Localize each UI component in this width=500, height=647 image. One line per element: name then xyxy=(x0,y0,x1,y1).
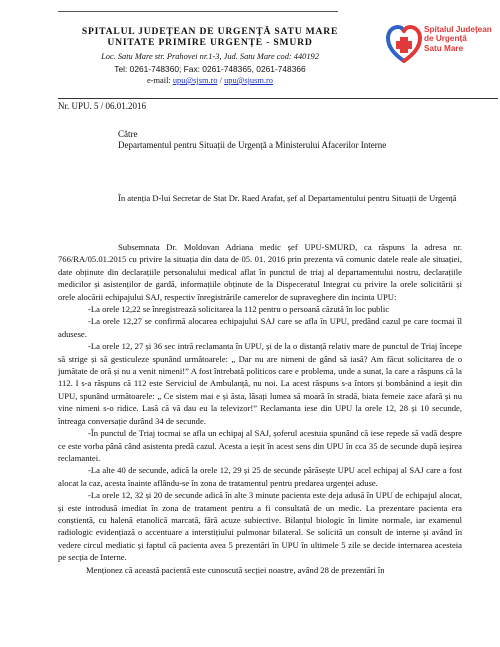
email-line xyxy=(40,75,380,87)
address: Loc. Satu Mare str. Prahovei nr.1-3, Jud. Satu Mare cod: 440192 xyxy=(101,52,319,61)
recipient-block xyxy=(118,129,386,151)
email-link-2[interactable]: upu@sjusm.ro xyxy=(224,76,273,85)
logo-text xyxy=(424,25,496,53)
phone-numbers: Tel: 0261-748360; Fax: 0261-748365, 0261-748366 xyxy=(114,64,306,74)
header-divider xyxy=(58,98,498,99)
header-top-rule xyxy=(58,11,338,12)
attention-line xyxy=(58,192,462,204)
hospital-logo xyxy=(386,24,496,66)
body-paragraph: -La orele 12, 32 și 20 de secunde adică în alte 3 minute pacienta este deja adusă în UPU de echipajul alocat, și este introdusă imediat în zona de tratament pentru a fi consultată de un medic. La prezentare pacienta era conștientă, cu halenă etanolică marcată, fără acuze subiective. Bilanțul biologic în limite normale, iar examenul radiologic evidențiază o accentuare a interstițiului pulmonar bilateral. Se solicită un consult de interne și având în vedere circul mediatic și faptul că pacienta avea 5 prezentări în UPU în ultimele 5 zile se decide internarea acesteia pe secția de Interne. xyxy=(58,490,462,563)
recipient-name: Departamentul pentru Situații de Urgență a Ministerului Afacerilor Interne xyxy=(118,140,387,150)
body-paragraph: Subsemnata Dr. Moldovan Adriana medic șef UPU-SMURD, ca răspuns la adresa nr. 766/RA/05.01.2015 cu privire la situația din data de 05. 01. 2016 prin prezenta vă comunic datele reale ale situației, date obținute din declarațiile personalului medical aflat în punctul de triaj al departamentului nostru, declarațiile medicilor și asistenților de gardă, informațiile obținute de la Dispeceratul Integrat cu privire la orele solicitării și orele alocării echipajului SAJ, respectiv înregistrările camerelor de supraveghere din incinta UPU: xyxy=(58,242,462,302)
hospital-name: SPITALUL JUDEȚEAN DE URGENȚĂ SATU MARE xyxy=(81,26,339,37)
logo-text-line-3: Satu Mare xyxy=(424,43,464,53)
attention-text: În atenția D-lui Secretar de Stat Dr. Raed Arafat, șef al Departamentului pentru Situații de Urgență xyxy=(118,193,457,203)
logo-text-line-1: Spitalul Județean xyxy=(424,25,492,34)
heart-cross-icon xyxy=(386,24,422,64)
recipient-label: Către xyxy=(118,129,138,139)
body-paragraph: -La orele 12, 27 și 36 sec intră reclamanta în UPU, și de la o distanță relativ mare de punctul de Triaj începe să strige și să gesticuleze spunând următoarele: „ Dar nu are nimeni de gând să iasă? Am făcut solicitarea de o jumătate de oră și nu a venit nimeni!” A fost întrebată politicos care e problema, unde a sunat, la care a răspuns că la 112. I s-a răspuns că 112 este Serviciul de Ambulanță, nu noi. La acest răspuns s-a întors și bombănind a ieșit din UPU, spunând următoarele: „ Ce sistem mai e și ăsta, lăsați lumea să moară în stradă, biata femeie zace afară și nu vine nimeni s-o ridice. Lasă că vă dau eu la televizor!” Reclamanta iese din UPU la orele 12, 28 și 10 secunde, întreaga conversație durând 34 de secunde. xyxy=(58,341,462,426)
letterhead xyxy=(40,26,380,87)
body-paragraph: -La alte 40 de secunde, adică la orele 12, 29 și 25 de secunde părăsește UPU acel echipaj al SAJ care a fost alocat la caz, acesta înainte aflându-se în zona de tratamentul pentru predarea urgenței aduse. xyxy=(58,465,462,488)
logo-text-line-2: de Urgență xyxy=(424,34,467,44)
body-paragraph: -La orele 12,27 se confirmă alocarea echipajului SAJ care se afla în UPU, predând cazul pe care tocmai îl adusese. xyxy=(58,316,462,339)
letter-body xyxy=(58,241,462,576)
unit-name: UNITATE PRIMIRE URGENȚE - SMURD xyxy=(107,37,313,48)
email-link-1[interactable]: upu@sjsm.ro xyxy=(172,76,218,85)
body-paragraph: Menționez că această pacientă este cunoscută secției noastre, având 28 de prezentări în xyxy=(86,564,385,575)
document-reference: Nr. UPU. 5 / 06.01.2016 xyxy=(58,101,147,111)
body-paragraph: -La orele 12,22 se înregistrează solicitarea la 112 pentru o persoană căzută în loc public xyxy=(88,304,390,315)
email-separator: / xyxy=(217,76,225,85)
email-prefix: e-mail: xyxy=(147,76,173,85)
body-paragraph: -În punctul de Triaj tocmai se afla un echipaj al SAJ, șoferul acestuia spunând că iese repede să vadă despre ce este vorba până când asistenta predă cazul. Acesta a ieșit în acest sens din UPU în cca 35 de secunde după ieșirea reclamantei. xyxy=(58,428,462,463)
